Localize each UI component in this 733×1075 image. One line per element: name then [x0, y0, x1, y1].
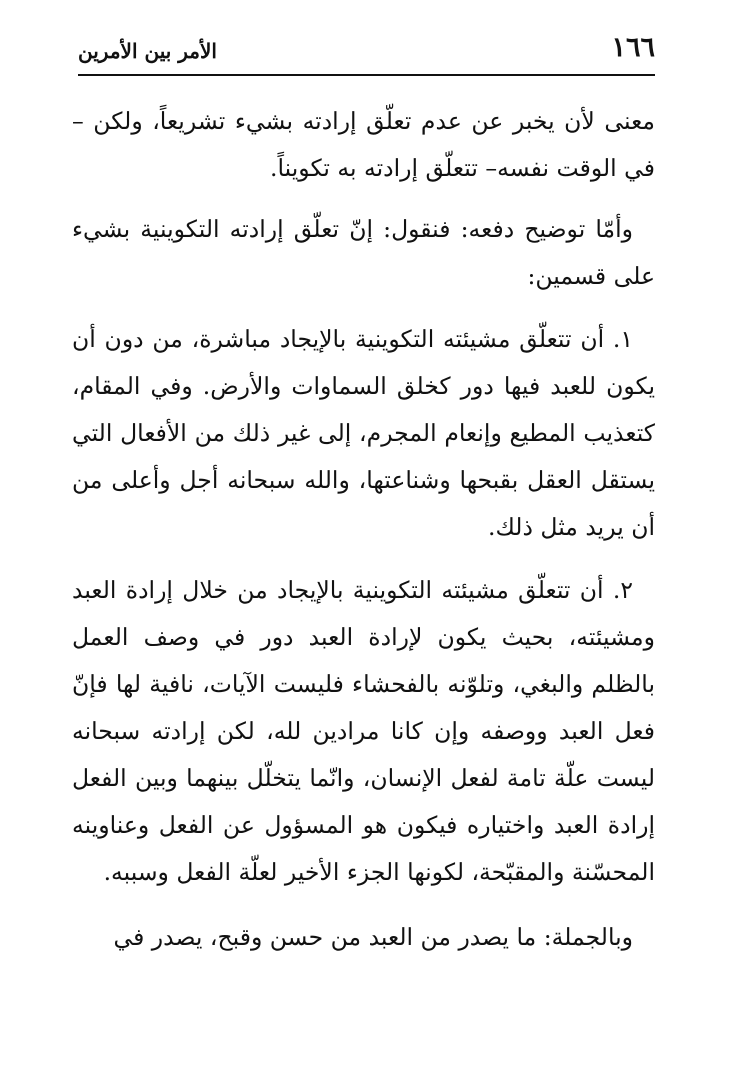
paragraph-second-kind: ٢. أن تتعلّق مشيئته التكوينية بالإيجاد من خلال إرادة العبد ومشيئته، بحيث يكون لإرادة العبد دور في وصف العمل بالظلم والبغي، وتلوّنه بالفحشاء فليست الآيات، نافية لها فإنّ فعل العبد ووصفه وإن كانا مرادين لله، لكن إرادته سبحانه ليست علّة تامة لفعل الإنسان، وانّما يتخلّل بينهما وبين الفعل إرادة العبد واختياره فيكون هو المسؤول عن الفعل وعناوينه المحسّنة والمقبّحة، لكونها الجزء الأخير لعلّة الفعل وسببه.	[72, 576, 655, 886]
paragraph-explanation-intro: وأمّا توضيح دفعه: فنقول: إنّ تعلّق إرادته التكوينية بشيء على قسمين:	[72, 215, 655, 290]
page-number: ١٦٦	[611, 32, 655, 63]
running-title: الأمر بين الأمرين	[78, 39, 217, 63]
paragraph-continuation: معنى لأن يخبر عن عدم تعلّق إرادته بشيء تشريعاً، ولكن –في الوقت نفسه– تتعلّق إرادته به تكويناً.	[72, 107, 655, 182]
page-header	[78, 30, 655, 76]
paragraph-first-kind: ١. أن تتعلّق مشيئته التكوينية بالإيجاد مباشرة، من دون أن يكون للعبد فيها دور كخلق السماوات والأرض. وفي المقام، كتعذيب المطيع وإنعام المجرم، إلى غير ذلك من الأفعال التي يستقل العقل بقبحها وشناعتها، والله سبحانه أجل وأعلى من أن يريد مثل ذلك.	[72, 325, 655, 541]
body-text	[72, 98, 655, 961]
paragraph-summary: وبالجملة: ما يصدر من العبد من حسن وقبح، يصدر في	[113, 923, 633, 951]
